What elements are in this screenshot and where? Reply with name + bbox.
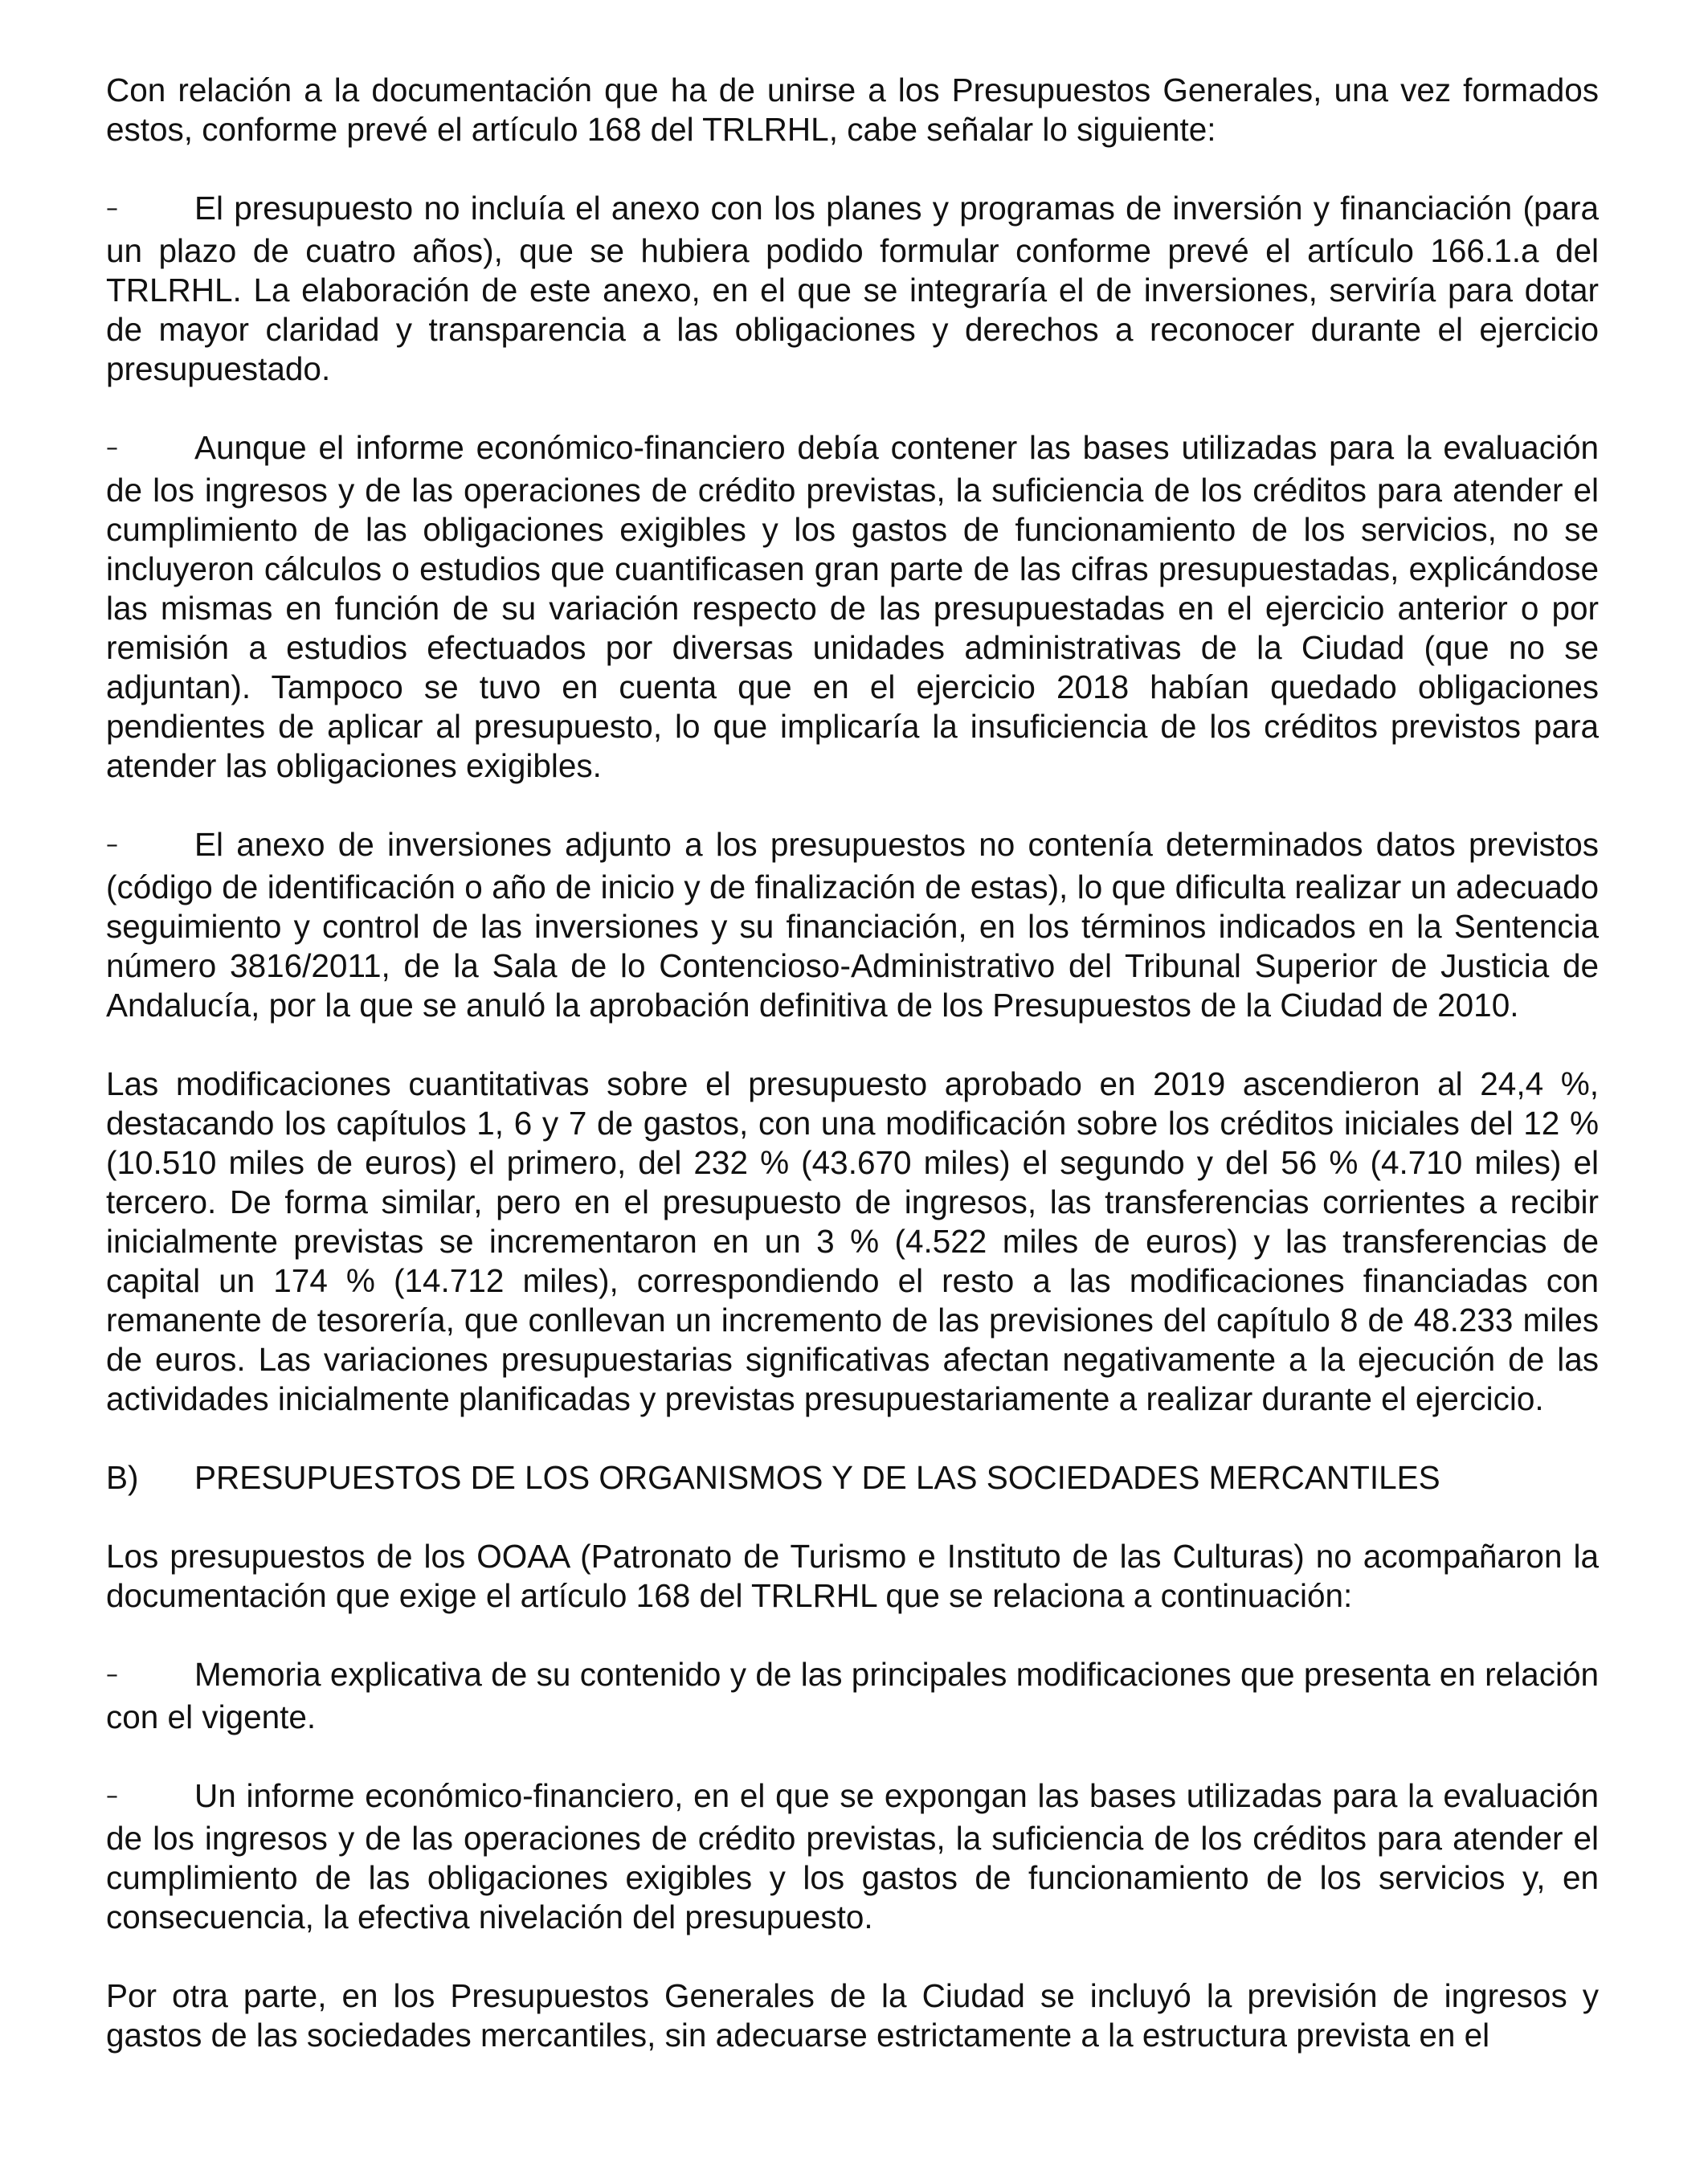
section-heading-b	[106, 1458, 1599, 1498]
bullet-text: El presupuesto no incluía el anexo con los planes y programas de inversión y financiación (para un plazo de cuatro años), que se hubiera podido formular conforme prevé el artículo 166.1.a del TRLRHL. La elaboración de este anexo, en el que se integraría el de inversiones, serviría para dotar de mayor claridad y transparencia a las obligaciones y derechos a reconocer durante el ejercicio presupuestado.	[106, 190, 1599, 387]
paragraph-intro: Con relación a la documentación que ha de unirse a los Presupuestos Generales, una vez formados estos, conforme prevé el artículo 168 del TRLRHL, cabe señalar lo siguiente:	[106, 72, 1599, 148]
bullet-item-informe	[106, 1776, 1599, 1937]
dash-bullet-icon: –	[106, 831, 118, 859]
bullet-text: Aunque el informe económico-financiero debía contener las bases utilizadas para la evaluación de los ingresos y de las operaciones de crédito previstas, la suficiencia de los créditos para atender el cumplimiento de las obligaciones exigibles y los gastos de funcionamiento de los servicios, no se incluyeron cálculos o estudios que cuantificasen gran parte de las cifras presupuestadas, explicándose las mismas en función de su variación respecto de las presupuestadas en el ejercicio anterior o por remisión a estudios efectuados por diversas unidades administrativas de la Ciudad (que no se adjuntan). Tampoco se tuvo en cuenta que en el ejercicio 2018 habían quedado obligaciones pendientes de aplicar al presupuesto, lo que implicaría la insuficiencia de los créditos previstos para atender las obligaciones exigibles.	[106, 429, 1599, 784]
bullet-item-financial-report	[106, 428, 1599, 786]
bullet-text: El anexo de inversiones adjunto a los presupuestos no contenía determinados datos previstos (código de identificación o año de inicio y de finalización de estas), lo que dificulta realizar un adecuado seguimiento y control de las inversiones y su financiación, en los términos indicados en la Sentencia número 3816/2011, de la Sala de lo Contencioso-Administrativo del Tribunal Superior de Justicia de Andalucía, por la que se anuló la aprobación definitiva de los Presupuestos de la Ciudad de 2010.	[106, 826, 1599, 1024]
dash-bullet-icon: –	[106, 1782, 118, 1810]
paragraph-budget-modifications: Las modificaciones cuantitativas sobre el presupuesto aprobado en 2019 ascendieron al 24,4 %, destacando los capítulos 1, 6 y 7 de gastos, con una modificación sobre los créditos iniciales del 12 % (10.510 miles de euros) el primero, del 232 % (43.670 miles) el segundo y del 56 % (4.710 miles) el tercero. De forma similar, pero en el presupuesto de ingresos, las transferencias corrientes a recibir inicialmente previstas se incrementaron en un 3 % (4.522 miles de euros) y las transferencias de capital un 174 % (14.712 miles), correspondiendo el resto a las modificaciones financiadas con remanente de tesorería, que conllevan un incremento de las previsiones del capítulo 8 de 48.233 miles de euros. Las variaciones presupuestarias significativas afectan negativamente a la ejecución de las actividades inicialmente planificadas y previstas presupuestariamente a realizar durante el ejercicio.	[106, 1065, 1599, 1417]
paragraph-companies: Por otra parte, en los Presupuestos Generales de la Ciudad se incluyó la previsión de ingresos y gastos de las sociedades mercantiles, sin adecuarse estrictamente a la estructura prevista en el	[106, 1977, 1599, 2054]
section-marker: B)	[106, 1459, 139, 1496]
paragraph-ooaa: Los presupuestos de los OOAA (Patronato de Turismo e Instituto de las Culturas) no acompañaron la documentación que exige el artículo 168 del TRLRHL que se relaciona a continuación:	[106, 1538, 1599, 1614]
bullet-text: Memoria explicativa de su contenido y de las principales modificaciones que presenta en relación con el vigente.	[106, 1656, 1599, 1735]
dash-bullet-icon: –	[106, 194, 118, 223]
dash-bullet-icon: –	[106, 434, 118, 462]
document-page	[106, 71, 1599, 2055]
bullet-item-investment-annex	[106, 189, 1599, 389]
bullet-item-memoria	[106, 1655, 1599, 1737]
dash-bullet-icon: –	[106, 1661, 118, 1689]
bullet-text: Un informe económico-financiero, en el que se expongan las bases utilizadas para la evaluación de los ingresos y de las operaciones de crédito previstas, la suficiencia de los créditos para atender el cumplimiento de las obligaciones exigibles y los gastos de funcionamiento de los servicios y, en consecuencia, la efectiva nivelación del presupuesto.	[106, 1777, 1599, 1935]
section-title: PRESUPUESTOS DE LOS ORGANISMOS Y DE LAS SOCIEDADES MERCANTILES	[194, 1459, 1440, 1496]
bullet-item-investments-data	[106, 825, 1599, 1025]
